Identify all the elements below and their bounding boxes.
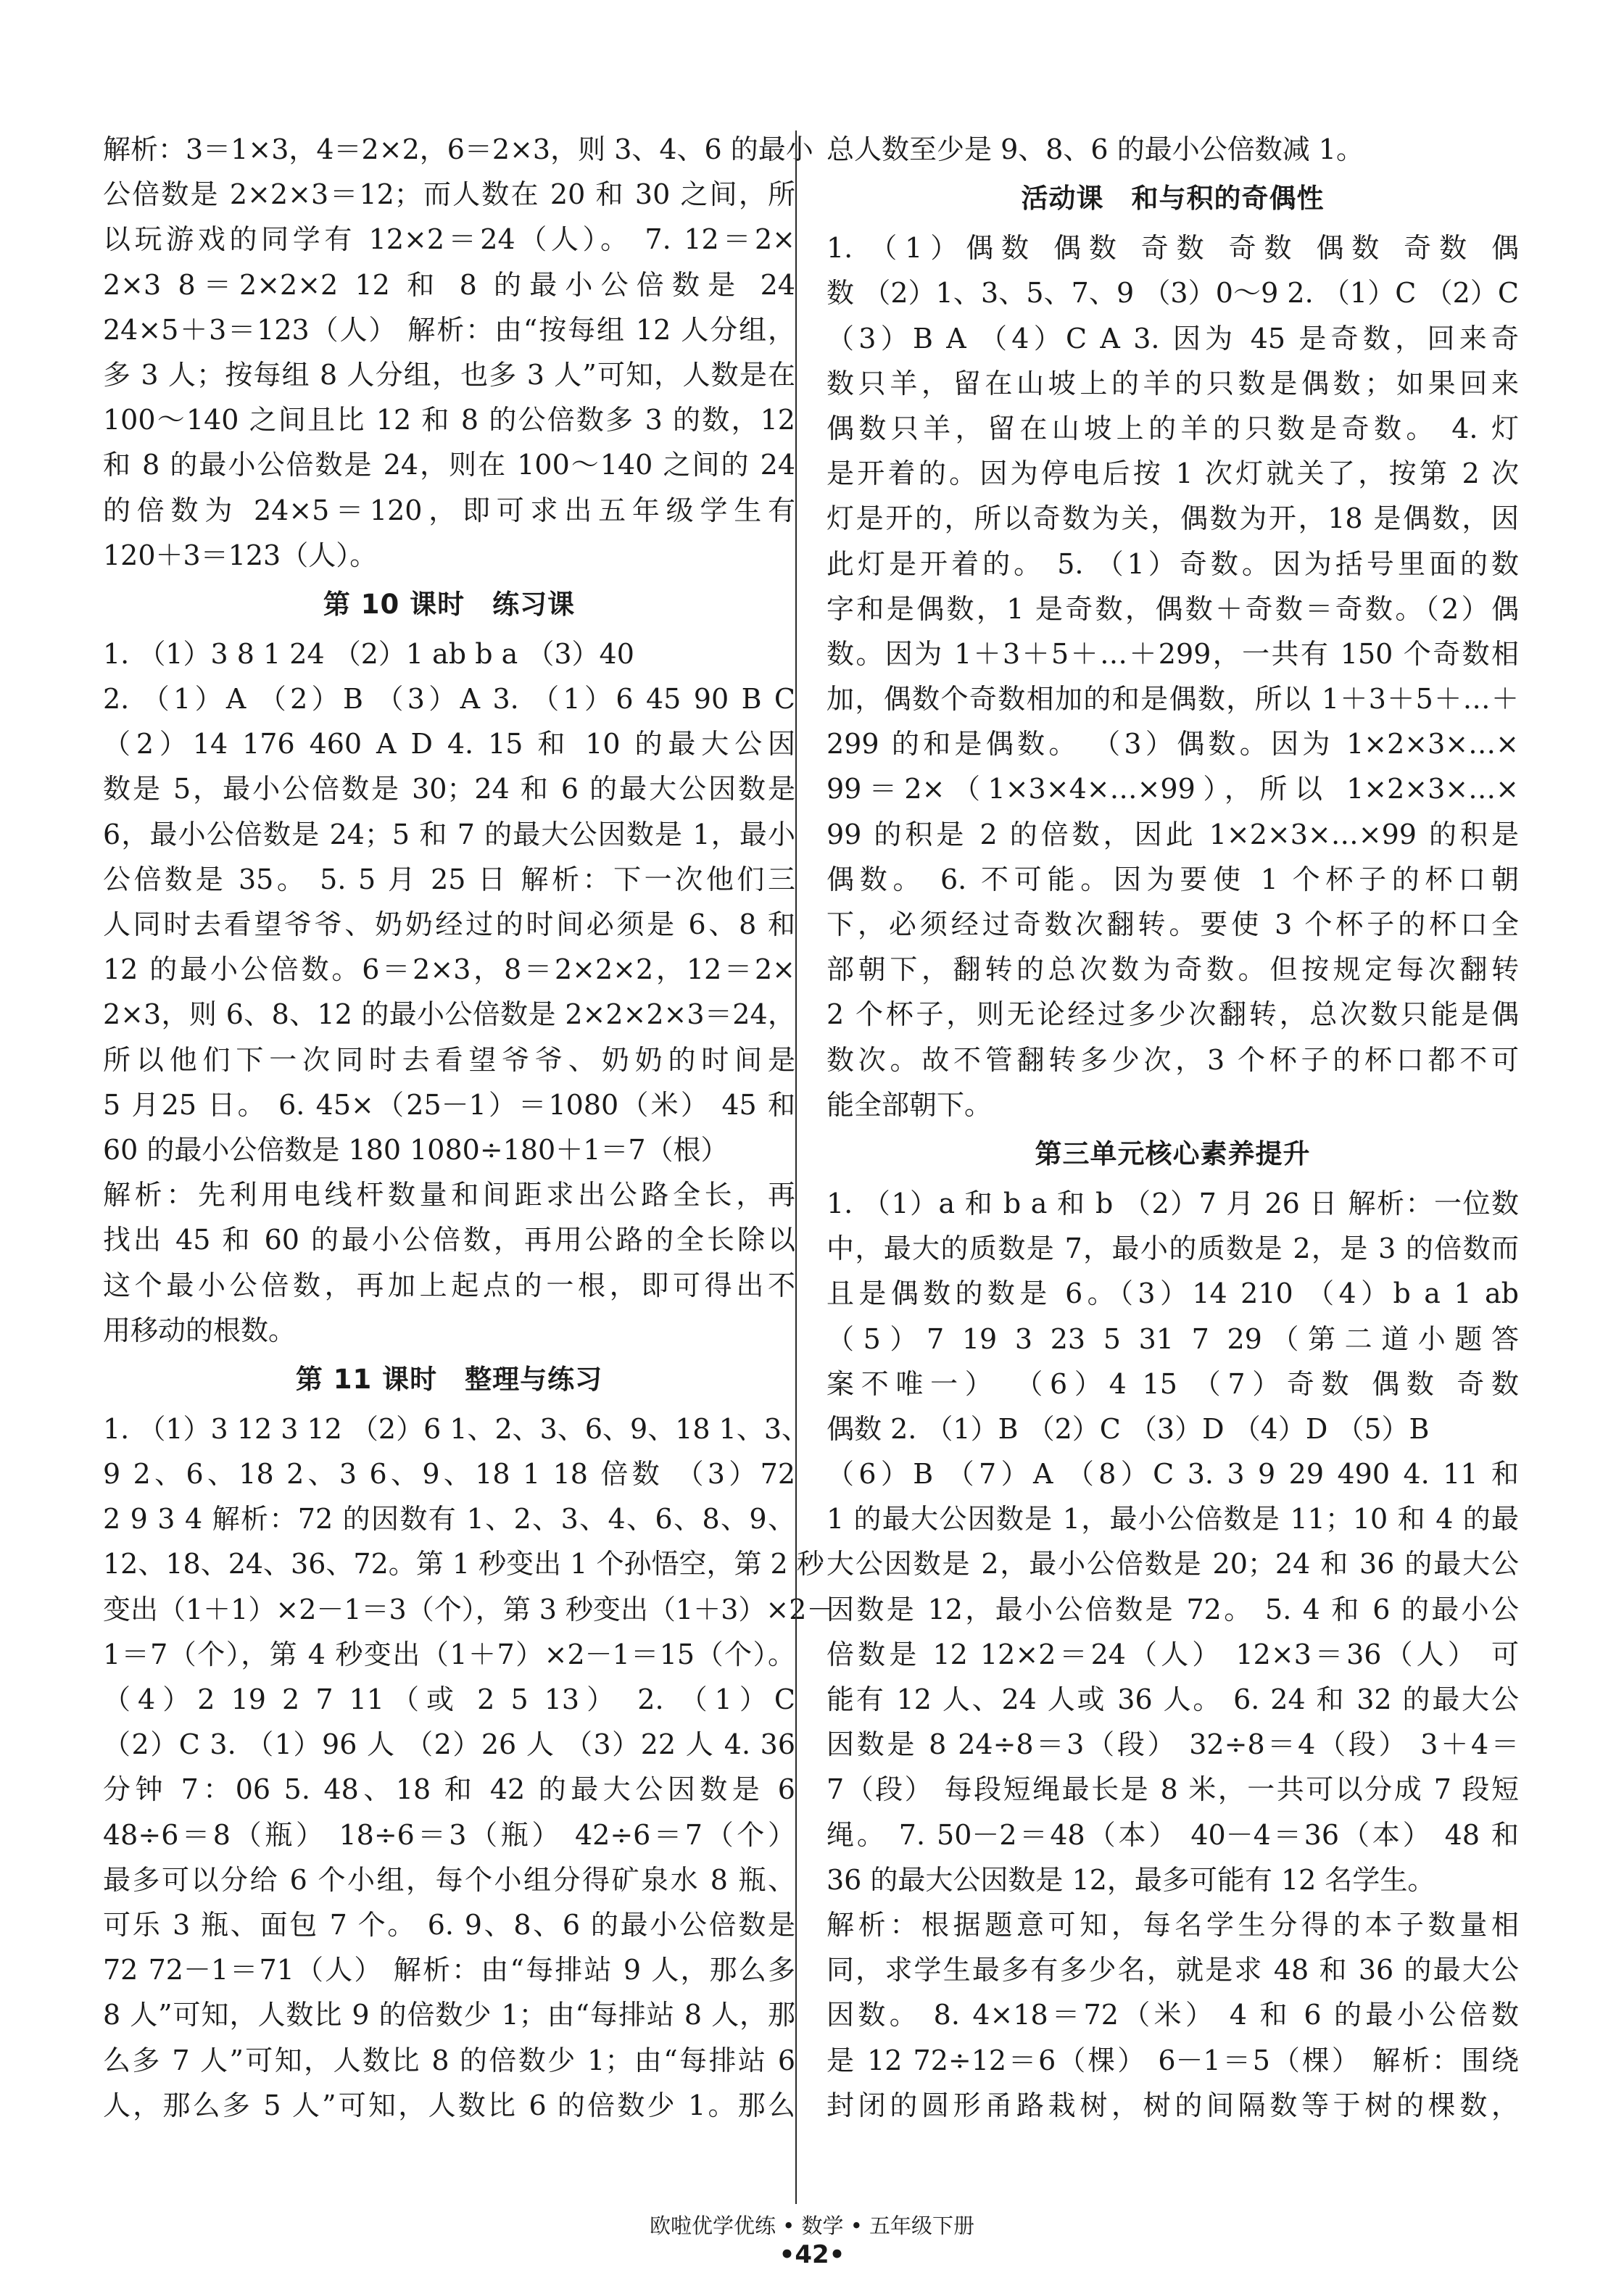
text-line: （5）7 19 3 23 5 31 7 29（第二道小题答 (826, 1322, 1519, 1355)
text-line: 1. （1）偶数 偶数 奇数 奇数 偶数 奇数 偶 (826, 232, 1519, 265)
text-line: 因数。 8. 4×18＝72（米） 4 和 6 的最小公倍数 (826, 1999, 1519, 2031)
text-line: （2）C 3. （1）96 人 （2）26 人 （3）22 人 4. 36 (103, 1728, 795, 1761)
text-line: 8 人”可知，人数比 9 的倍数少 1；由“每排站 8 人，那 (103, 1999, 795, 2031)
text-line: 72 72－1＝71（人） 解析：由“每排站 9 人，那么多 (103, 1954, 795, 1986)
text-line: 所以他们下一次同时去看望爷爷、奶奶的时间是 (103, 1043, 795, 1076)
section-heading: 第 11 课时 整理与练习 (295, 1363, 603, 1395)
text-line: 可乐 3 瓶、面包 7 个。 6. 9、8、6 的最小公倍数是 (103, 1908, 795, 1941)
text-line: 24×5＋3＝123（人） 解析：由“按每组 12 人分组， (103, 313, 795, 346)
text-line: 和 8 的最小公倍数是 24，则在 100～140 之间的 24 (103, 449, 795, 481)
text-line: 偶数 2. （1）B （2）C （3）D （4）D （5）B (826, 1412, 1430, 1445)
text-line: 数。因为 1＋3＋5＋…＋299，一共有 150 个奇数相 (826, 637, 1519, 670)
text-line: 的倍数为 24×5＝120，即可求出五年级学生有 (103, 494, 795, 526)
text-line: 48÷6＝8（瓶） 18÷6＝3（瓶） 42÷6＝7（个） (103, 1818, 795, 1851)
text-line: 1. （1）a 和 b a 和 b （2）7 月 26 日 解析：一位数 (826, 1187, 1519, 1219)
text-line: 99＝2×（1×3×4×…×99），所以 1×2×3×…× (826, 773, 1519, 805)
text-line: 绳。 7. 50－2＝48（本） 40－4＝36（本） 48 和 (826, 1818, 1519, 1851)
text-line: 数是 5，最小公倍数是 30；24 和 6 的最大公因数是 (103, 773, 795, 805)
text-line: （6）B （7）A （8）C 3. 3 9 29 490 4. 11 和 (826, 1458, 1519, 1491)
text-line: 6，最小公倍数是 24；5 和 7 的最大公因数是 1，最小 (103, 818, 795, 850)
text-line: 数次。故不管翻转多少次，3 个杯子的杯口都不可 (826, 1043, 1519, 1076)
text-line: 能全部朝下。 (826, 1088, 993, 1121)
text-line: 12、18、24、36、72。第 1 秒变出 1 个孙悟空，第 2 秒 (103, 1548, 824, 1580)
text-line: 此灯是开着的。 5. （1）奇数。因为括号里面的数 (826, 547, 1519, 580)
text-line: （3）B A （4）C A 3. 因为 45 是奇数，回来奇 (826, 322, 1519, 355)
text-line: 1. （1）3 8 1 24 （2）1 ab b a （3）40 (103, 637, 634, 670)
text-line: 变出（1＋1）×2－1＝3（个），第 3 秒变出（1＋3）×2－ (103, 1593, 834, 1625)
section-heading: 第三单元核心素养提升 (1035, 1138, 1311, 1169)
text-line: 是开着的。因为停电后按 1 次灯就关了，按第 2 次 (826, 457, 1519, 490)
text-line: 人，那么多 5 人”可知，人数比 6 的倍数少 1。那么 (103, 2089, 795, 2121)
page-number: •42• (779, 2240, 845, 2269)
text-line: 解析：先利用电线杆数量和间距求出公路全长，再 (103, 1179, 795, 1211)
text-line: 灯是开的，所以奇数为关，偶数为开，18 是偶数，因 (826, 502, 1519, 535)
text-line: 多 3 人；按每组 8 人分组，也多 3 人”可知，人数是在 (103, 358, 795, 391)
left-column (103, 127, 834, 2128)
text-line: 偶数只羊，留在山坡上的羊的只数是奇数。 4. 灯 (826, 412, 1519, 444)
column-divider (795, 130, 797, 2204)
text-line: 解析：根据题意可知，每名学生分得的本子数量相 (826, 1908, 1519, 1941)
text-line: 1＝7（个），第 4 秒变出（1＋7）×2－1＝15（个）。 (103, 1638, 795, 1670)
text-line: 么多 7 人”可知，人数比 8 的倍数少 1；由“每排站 6 (103, 2044, 795, 2076)
text-line: 找出 45 和 60 的最小公倍数，再用公路的全长除以 (103, 1224, 795, 1256)
section-heading: 活动课 和与积的奇偶性 (1021, 183, 1325, 215)
text-line: 大公因数是 2，最小公倍数是 20；24 和 36 的最大公 (826, 1548, 1519, 1580)
text-line: 2×3，则 6、8、12 的最小公倍数是 2×2×2×3＝24， (103, 998, 795, 1031)
text-line: 公倍数是 35。 5. 5 月 25 日 解析：下一次他们三 (103, 863, 795, 895)
text-line: 60 的最小公倍数是 180 1080÷180＋1＝7（根） (103, 1133, 729, 1166)
text-line: 案不唯一） （6）4 15 （7）奇数 偶数 奇数 (826, 1367, 1519, 1400)
text-line: 36 的最大公因数是 12，最多可能有 12 名学生。 (826, 1863, 1436, 1896)
text-line: 9 2、6、18 2、3 6、9、18 1 18 倍数 （3）72 (103, 1458, 795, 1491)
text-line: 以玩游戏的同学有 12×2＝24（人）。 7. 12＝2× (103, 223, 795, 256)
text-line: 因数是 8 24÷8＝3（段） 32÷8＝4（段） 3＋4＝ (826, 1728, 1519, 1761)
text-line: 这个最小公倍数，再加上起点的一根，即可得出不 (103, 1269, 795, 1301)
text-line: 7（段） 每段短绳最长是 8 米，一共可以分成 7 段短 (826, 1773, 1519, 1806)
text-line: 解析：3＝1×3，4＝2×2，6＝2×3，则 3、4、6 的最小 (103, 133, 813, 165)
footer-title: 欧啦优学优练 • 数学 • 五年级下册 (649, 2213, 975, 2238)
text-line: 部朝下，翻转的总次数为奇数。但按规定每次翻转 (826, 953, 1519, 986)
text-line: 倍数是 12 12×2＝24（人） 12×3＝36（人） 可 (826, 1638, 1519, 1670)
text-line: 2 9 3 4 解析：72 的因数有 1、2、3、4、6、8、9、 (103, 1503, 795, 1536)
text-line: 公倍数是 2×2×3＝12；而人数在 20 和 30 之间，所 (103, 178, 795, 211)
text-line: 用移动的根数。 (103, 1314, 297, 1346)
text-line: 是 12 72÷12＝6（棵） 6－1＝5（棵） 解析：围绕 (826, 2044, 1519, 2076)
text-line: （2）14 176 460 A D 4. 15 和 10 的最大公因 (103, 728, 795, 761)
text-line: 2×3 8＝2×2×2 12 和 8 的最小公倍数是 24 (103, 268, 795, 301)
text-line: 100～140 之间且比 12 和 8 的公倍数多 3 的数，12 (103, 404, 795, 436)
text-line: 分钟 7：06 5. 48、18 和 42 的最大公因数是 6 (103, 1773, 795, 1806)
text-line: 2 个杯子，则无论经过多少次翻转，总次数只能是偶 (826, 998, 1519, 1031)
text-line: 99 的积是 2 的倍数，因此 1×2×3×…×99 的积是 (826, 818, 1519, 850)
text-line: 总人数至少是 9、8、6 的最小公倍数减 1。 (826, 133, 1364, 165)
text-line: 数只羊，留在山坡上的羊的只数是偶数；如果回来 (826, 367, 1519, 399)
text-line: 1. （1）3 12 3 12 （2）6 1、2、3、6、9、18 1、3、 (103, 1412, 809, 1445)
right-column (826, 127, 1519, 2128)
text-line: 同，求学生最多有多少名，就是求 48 和 36 的最大公 (826, 1954, 1519, 1986)
text-line: 下，必须经过奇数次翻转。要使 3 个杯子的杯口全 (826, 908, 1519, 940)
text-line: 1 的最大公因数是 1，最小公倍数是 11；10 和 4 的最 (826, 1503, 1519, 1536)
text-line: 299 的和是偶数。 （3）偶数。因为 1×2×3×…× (826, 728, 1519, 761)
text-line: 最多可以分给 6 个小组，每个小组分得矿泉水 8 瓶、 (103, 1863, 795, 1896)
text-line: 数 （2）1、3、5、7、9 （3）0～9 2. （1）C （2）C (826, 277, 1519, 310)
text-line: 字和是偶数，1 是奇数，偶数＋奇数＝奇数。（2）偶 (826, 592, 1519, 625)
text-line: 封闭的圆形甬路栽树，树的间隔数等于树的棵数， (826, 2089, 1519, 2121)
text-line: 加，偶数个奇数相加的和是偶数，所以 1＋3＋5＋…＋ (826, 683, 1519, 716)
text-line: 能有 12 人、24 人或 36 人。 6. 24 和 32 的最大公 (826, 1683, 1519, 1715)
text-line: 偶数。 6. 不可能。因为要使 1 个杯子的杯口朝 (826, 863, 1519, 895)
text-line: 120＋3＝123（人）。 (103, 539, 378, 571)
text-line: （4）2 19 2 7 11（或 2 5 13） 2. （1）C (103, 1683, 795, 1715)
text-line: 中，最大的质数是 7，最小的质数是 2，是 3 的倍数而 (826, 1232, 1519, 1265)
section-heading: 第 10 课时 练习课 (323, 588, 576, 620)
text-line: 人同时去看望爷爷、奶奶经过的时间必须是 6、8 和 (103, 908, 795, 940)
text-line: 12 的最小公倍数。6＝2×3，8＝2×2×2，12＝2× (103, 953, 795, 986)
text-line: 且是偶数的数是 6。（3）14 210 （4）b a 1 ab (826, 1277, 1519, 1310)
text-line: 5 月25 日。 6. 45×（25－1）＝1080（米） 45 和 (103, 1088, 795, 1121)
text-line: 因数是 12，最小公倍数是 72。 5. 4 和 6 的最小公 (826, 1593, 1519, 1625)
text-line: 2. （1）A （2）B （3）A 3. （1）6 45 90 B C (103, 683, 795, 716)
